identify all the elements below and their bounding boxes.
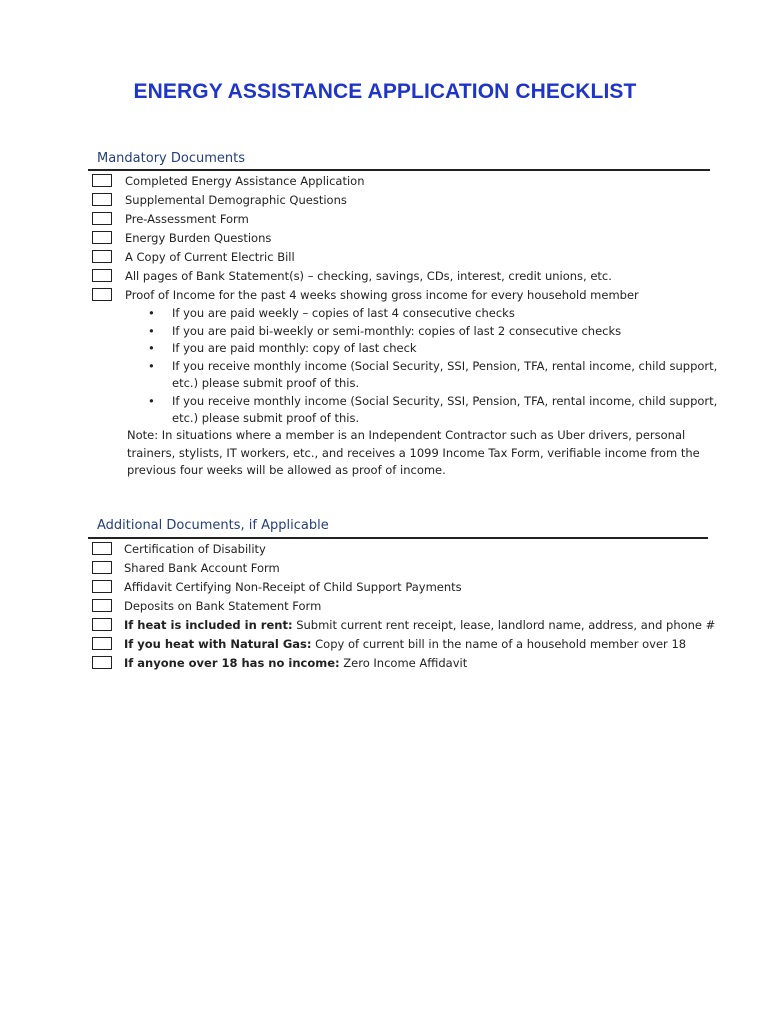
income-bullet-list [148,305,718,428]
checkbox[interactable] [92,193,112,206]
mandatory-item [92,209,249,228]
item-label: Supplemental Demographic Questions [125,192,347,207]
item-label: Proof of Income for the past 4 weeks showing gross income for every household member [125,287,639,302]
checkbox[interactable] [92,542,112,555]
item-label: If you heat with Natural Gas: Copy of current bill in the name of a household member over 18 [124,636,687,651]
additional-item [92,539,266,558]
checkbox[interactable] [92,580,112,593]
item-label: If anyone over 18 has no income: Zero Income Affidavit [124,655,468,670]
mandatory-heading: Mandatory Documents [97,151,245,166]
additional-item [92,596,321,615]
checkbox[interactable] [92,637,112,650]
item-label: Completed Energy Assistance Application [125,173,365,188]
mandatory-item [92,285,639,304]
mandatory-item [92,228,271,247]
item-label: Energy Burden Questions [125,230,272,245]
contractor-note: Note: In situations where a member is an Independent Contractor such as Uber drivers, personal trainers, stylists, IT workers, etc., and receives a 1099 Income Tax Form, verifiable income from the previous four weeks will be allowed as proof of income. [127,428,700,477]
item-label: Affidavit Certifying Non-Receipt of Child Support Payments [124,579,462,594]
bullet-icon: • [148,393,155,408]
bullet-icon: • [148,306,155,320]
bullet-icon: • [148,358,155,373]
additional-item [92,634,686,653]
additional-item [92,577,462,596]
list-item: • If you are paid bi-weekly or semi-monthly: copies of last 2 consecutive checks [148,323,708,341]
list-item: • If you receive monthly income (Social Security, SSI, Pension, TFA, rental income, child support, etc.) please submit proof of this. [148,358,718,390]
item-label: Shared Bank Account Form [124,560,280,575]
additional-heading: Additional Documents, if Applicable [97,518,329,533]
mandatory-item [92,247,295,266]
checkbox[interactable] [92,561,112,574]
checkbox[interactable] [92,250,112,263]
additional-item [92,558,280,577]
checkbox[interactable] [92,288,112,301]
checkbox[interactable] [92,212,112,225]
item-label: All pages of Bank Statement(s) – checking, savings, CDs, interest, credit unions, etc. [125,268,612,283]
checkbox[interactable] [92,174,112,187]
mandatory-item [92,171,364,190]
checkbox[interactable] [92,599,112,612]
item-label: Certification of Disability [124,541,266,556]
list-item: • If you are paid weekly – copies of last 4 consecutive checks [148,305,708,323]
additional-item [92,653,467,672]
bullet-icon: • [148,323,155,338]
list-item: • If you receive monthly income (Social Security, SSI, Pension, TFA, rental income, child support, etc.) please submit proof of this. [148,393,718,425]
list-item: • If you are paid monthly: copy of last check [148,340,708,358]
checkbox[interactable] [92,618,112,631]
bullet-icon: • [148,341,155,355]
item-label: A Copy of Current Electric Bill [125,249,295,264]
page-title: ENERGY ASSISTANCE APPLICATION CHECKLIST [133,80,637,103]
item-label: Pre-Assessment Form [125,211,249,226]
checkbox[interactable] [92,656,112,669]
mandatory-item [92,266,612,285]
additional-item [92,615,715,634]
item-label: Deposits on Bank Statement Form [124,598,322,613]
checkbox[interactable] [92,269,112,282]
mandatory-item [92,190,347,209]
checkbox[interactable] [92,231,112,244]
item-label: If heat is included in rent: Submit current rent receipt, lease, landlord name, address, and phone # [124,617,716,632]
